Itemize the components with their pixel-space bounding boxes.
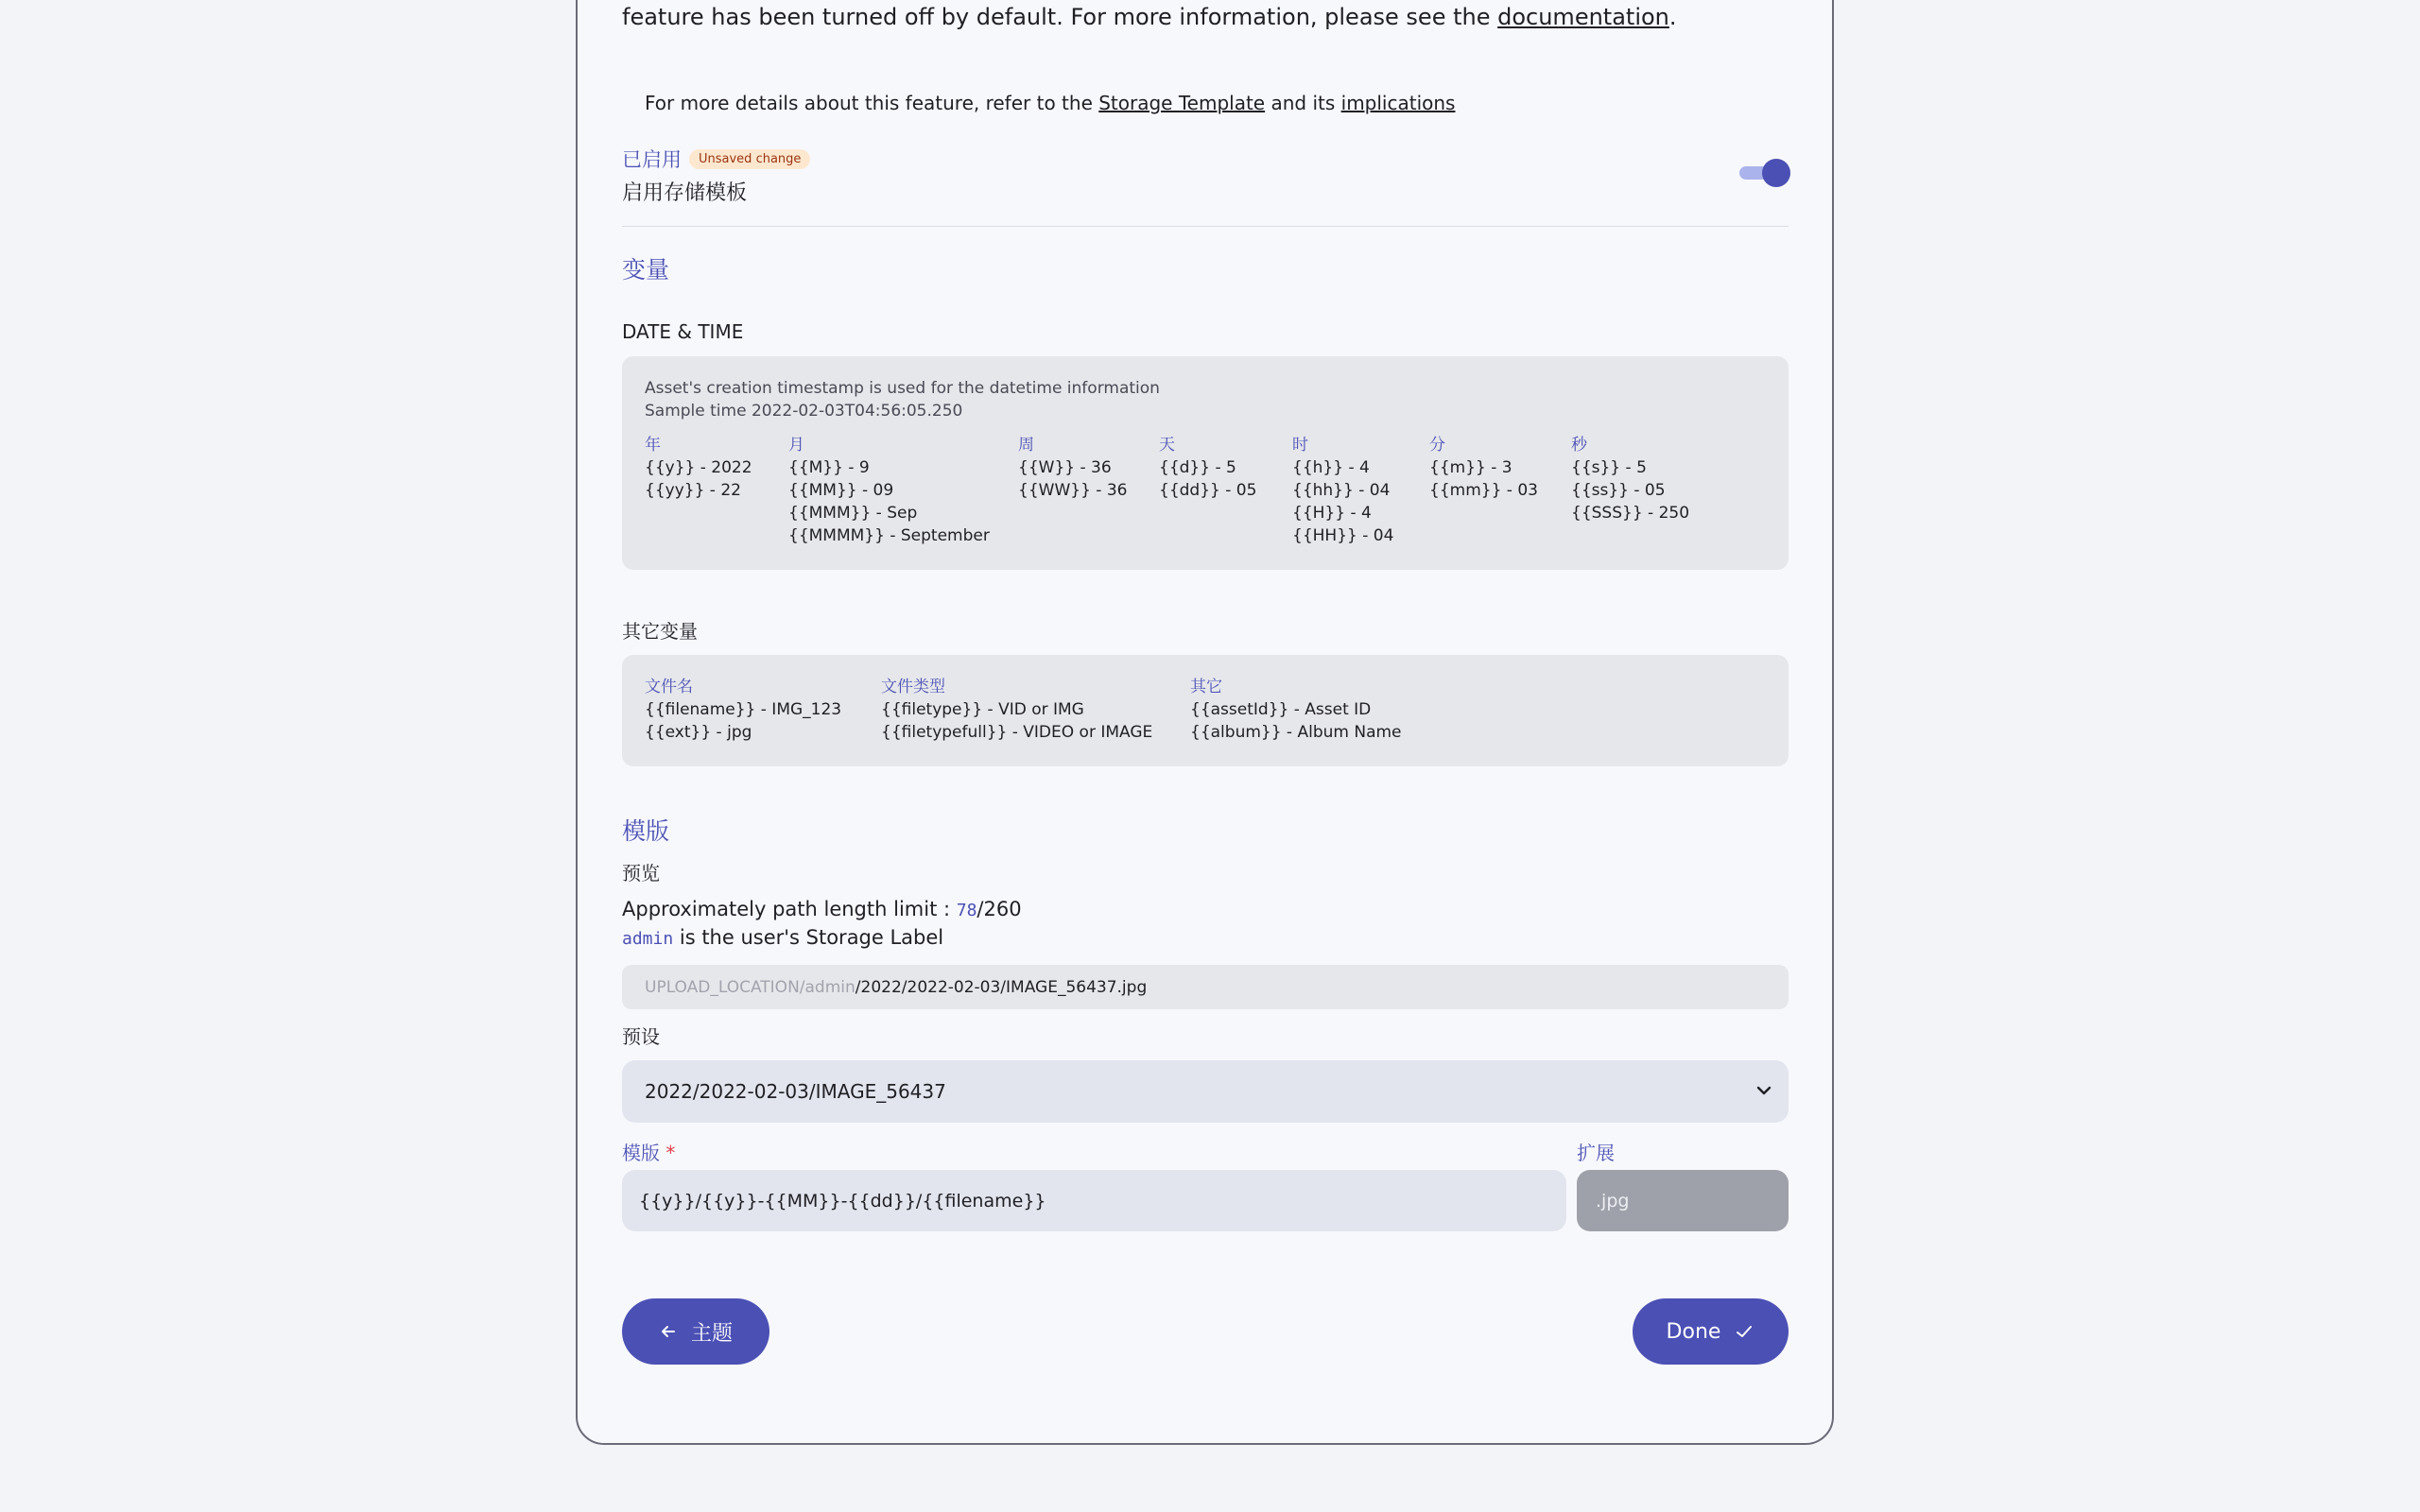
- column-title: 文件名: [645, 678, 693, 696]
- column-title: 年: [645, 436, 661, 455]
- variable-item: {{hh}} - 04: [1292, 481, 1391, 500]
- extension-input-value: .jpg: [1596, 1190, 1630, 1211]
- extension-field-label: 扩展: [1577, 1142, 1615, 1164]
- preset-label: 预设: [622, 1025, 660, 1048]
- year-variables: [645, 434, 752, 502]
- other-variables-heading: 其它变量: [622, 620, 698, 643]
- back-button[interactable]: [622, 1298, 769, 1365]
- misc-variables: [1190, 676, 1402, 744]
- week-variables: [1018, 434, 1127, 502]
- intro-paragraph: [622, 4, 1677, 30]
- variable-item: {{M}} - 9: [788, 458, 870, 477]
- column-title: 分: [1429, 436, 1445, 455]
- path-value: /2022/2022-02-03/IMAGE_56437.jpg: [855, 977, 1148, 997]
- month-variables: [788, 434, 990, 547]
- details-note: [645, 92, 1455, 114]
- column-title: 其它: [1190, 678, 1222, 696]
- extension-input: [1577, 1170, 1789, 1231]
- hour-variables: [1292, 434, 1393, 547]
- day-variables: [1159, 434, 1256, 502]
- template-heading: 模版: [622, 817, 670, 845]
- storage-label-code: admin: [622, 929, 674, 949]
- intro-text: feature has been turned off by default. For more information, please see the: [622, 4, 1498, 30]
- variable-item: {{filetypefull}} - VIDEO or IMAGE: [881, 723, 1153, 742]
- filetype-variables: [881, 676, 1152, 744]
- enable-title-text: 已启用: [622, 148, 682, 171]
- filename-variables: [645, 676, 841, 744]
- path-preview-box: [622, 965, 1789, 1009]
- required-marker: *: [666, 1142, 676, 1164]
- chevron-down-icon: [1754, 1081, 1773, 1100]
- path-limit-max: /260: [977, 898, 1022, 920]
- variable-item: {{mm}} - 03: [1429, 481, 1538, 500]
- variable-item: {{ext}} - jpg: [645, 723, 752, 742]
- implications-link[interactable]: implications: [1340, 92, 1456, 114]
- template-input[interactable]: [622, 1170, 1566, 1231]
- arrow-left-icon: [659, 1322, 678, 1341]
- column-title: 时: [1292, 436, 1308, 455]
- variable-item: {{d}} - 5: [1159, 458, 1236, 477]
- variable-item: {{s}} - 5: [1571, 458, 1647, 477]
- sample-time: Sample time 2022-02-03T04:56:05.250: [645, 402, 963, 421]
- variable-item: {{HH}} - 04: [1292, 526, 1394, 545]
- check-icon: [1734, 1321, 1754, 1342]
- variable-item: {{MMMM}} - September: [788, 526, 990, 545]
- storage-label-note: [622, 926, 943, 949]
- variables-heading: 变量: [622, 256, 670, 284]
- preset-selected-value: 2022/2022-02-03/IMAGE_56437: [645, 1080, 946, 1103]
- variable-item: {{dd}} - 05: [1159, 481, 1257, 500]
- variable-item: {{h}} - 4: [1292, 458, 1370, 477]
- details-mid: and its: [1265, 92, 1341, 114]
- path-limit-text: Approximately path length limit :: [622, 898, 957, 920]
- datetime-heading: DATE & TIME: [622, 320, 744, 343]
- done-button-label: Done: [1666, 1319, 1721, 1344]
- datetime-note: Asset's creation timestamp is used for the datetime information: [645, 379, 1160, 398]
- enable-setting-description: 启用存储模板: [622, 181, 748, 205]
- column-title: 天: [1159, 436, 1175, 455]
- template-label-text: 模版: [622, 1142, 660, 1164]
- column-title: 周: [1018, 436, 1034, 455]
- back-button-label: 主题: [690, 1321, 733, 1346]
- column-title: 文件类型: [881, 678, 945, 696]
- unsaved-change-badge: Unsaved change: [689, 149, 810, 169]
- variable-item: {{MMM}} - Sep: [788, 504, 918, 523]
- variable-item: {{assetId}} - Asset ID: [1190, 700, 1372, 719]
- details-text: For more details about this feature, refer to the: [645, 92, 1099, 114]
- enable-storage-template-toggle[interactable]: [1736, 157, 1790, 189]
- column-title: 月: [788, 436, 804, 455]
- path-limit-value: 78: [956, 901, 977, 920]
- minute-variables: [1429, 434, 1538, 502]
- datetime-variables-panel: [622, 356, 1789, 570]
- variable-item: {{WW}} - 36: [1018, 481, 1128, 500]
- preview-label: 预览: [622, 862, 660, 885]
- enable-setting-title: [622, 145, 810, 173]
- variable-item: {{W}} - 36: [1018, 458, 1112, 477]
- variable-item: {{filetype}} - VID or IMG: [881, 700, 1084, 719]
- documentation-link[interactable]: documentation: [1497, 4, 1669, 30]
- storage-template-link[interactable]: Storage Template: [1098, 92, 1266, 114]
- variable-item: {{m}} - 3: [1429, 458, 1512, 477]
- path-length-limit: [622, 898, 1022, 920]
- variable-item: {{SSS}} - 250: [1571, 504, 1690, 523]
- toggle-knob: [1762, 159, 1790, 187]
- variable-item: {{MM}} - 09: [788, 481, 894, 500]
- variable-item: {{y}} - 2022: [645, 458, 752, 477]
- variable-item: {{ss}} - 05: [1571, 481, 1666, 500]
- template-field-label: [622, 1138, 675, 1165]
- variable-item: {{yy}} - 22: [645, 481, 741, 500]
- template-input-value: {{y}}/{{y}}-{{MM}}-{{dd}}/{{filename}}: [639, 1190, 1046, 1211]
- intro-suffix: .: [1668, 4, 1677, 30]
- column-title: 秒: [1571, 436, 1587, 455]
- done-button[interactable]: [1633, 1298, 1789, 1365]
- second-variables: [1571, 434, 1689, 524]
- preset-select[interactable]: [622, 1060, 1789, 1123]
- divider: [622, 226, 1789, 227]
- variable-item: {{H}} - 4: [1292, 504, 1372, 523]
- storage-label-text: is the user's Storage Label: [673, 926, 944, 949]
- variable-item: {{album}} - Album Name: [1190, 723, 1402, 742]
- path-prefix: UPLOAD_LOCATION/admin: [645, 977, 856, 997]
- variable-item: {{filename}} - IMG_123: [645, 700, 842, 719]
- other-variables-panel: [622, 655, 1789, 766]
